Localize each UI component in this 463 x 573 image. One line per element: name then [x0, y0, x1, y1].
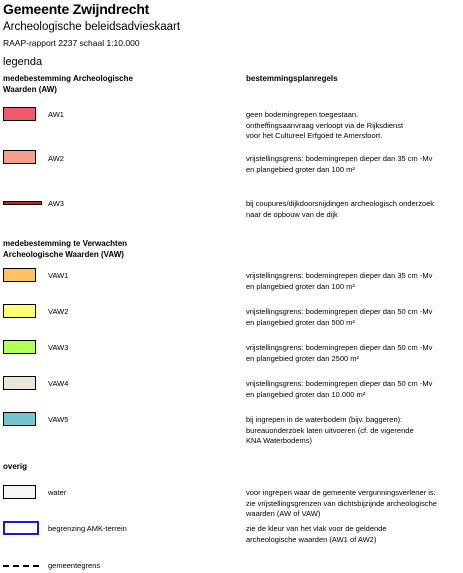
vaw3-code: VAW3	[48, 343, 69, 352]
vaw1-swatch	[3, 268, 36, 282]
aw3-code: AW3	[48, 199, 64, 208]
aw2-code: AW2	[48, 154, 64, 163]
legend-label: legenda	[3, 56, 43, 68]
vaw2-code: VAW2	[48, 307, 69, 316]
rules-column-heading: bestemmingsplanregels	[246, 74, 338, 83]
vaw5-swatch	[3, 412, 36, 426]
report-scale: RAAP-rapport 2237 schaal 1:10.000	[3, 38, 140, 48]
vaw1-rule: vrijstellingsgrens: bodemingrepen dieper dan 35 cm -Mv en plangebied groter dan 100 m²	[246, 271, 433, 291]
vaw4-rule: vrijstellingsgrens: bodemingrepen dieper dan 50 cm -Mv en plangebied groter dan 10.000 m²	[246, 379, 433, 399]
vaw5-code: VAW5	[48, 415, 69, 424]
aw3-rule: bij coupures/dijkdoorsnijdingen archeologisch onderzoek naar de opbouw van de dijk	[246, 199, 435, 219]
amk-code: begrenzing AMK-terrein	[48, 524, 127, 533]
map-subtitle: Archeologische beleidsadvieskaart	[3, 21, 181, 33]
aw2-swatch	[3, 150, 36, 164]
municipal-border-line-symbol	[3, 565, 39, 567]
aw1-swatch	[3, 107, 36, 121]
vaw4-code: VAW4	[48, 379, 69, 388]
water-swatch	[3, 485, 36, 499]
water-code: water	[48, 488, 67, 497]
vaw3-rule: vrijstellingsgrens: bodemingrepen dieper dan 50 cm -Mv en plangebied groter dan 2500 m²	[246, 343, 433, 363]
section-overig-heading: overig	[3, 462, 28, 471]
aw2-rule: vrijstellingsgrens: bodemingrepen dieper dan 35 cm -Mv en plangebied groter dan 100 m²	[246, 154, 433, 174]
amk-rule: zie de kleur van het vlak voor de geldende archeologische waarden (AW1 of AW2)	[246, 524, 387, 544]
section-vaw-heading: medebestemming te Verwachten Archeologische Waarden (VAW)	[3, 239, 128, 259]
amk-boundary-swatch	[3, 521, 39, 535]
aw1-code: AW1	[48, 110, 64, 119]
vaw2-swatch	[3, 304, 36, 318]
vaw2-rule: vrijstellingsgrens: bodemingrepen dieper dan 50 cm -Mv en plangebied groter dan 500 m²	[246, 307, 433, 327]
aw3-line-symbol	[3, 201, 42, 205]
gemeentegrens-code: gemeentegrens	[48, 561, 101, 570]
water-rule: voor ingrepen waar de gemeente vergunningsverlener is: zie vrijstellingsgrenzen van dichtsbijzijnde archeologische waarden (AW of VAW)	[246, 488, 437, 518]
vaw3-swatch	[3, 340, 36, 354]
vaw4-swatch	[3, 376, 36, 390]
section-aw-heading: medebestemming Archeologische Waarden (AW)	[3, 74, 133, 94]
vaw5-rule: bij ingrepen in de waterbodem (bijv. baggeren): bureauonderzoek laten uitvoeren (cf. de vigerende KNA Waterbodems)	[246, 415, 414, 445]
aw1-rule: geen bodemingrepen toegestaan. ontheffingsaanvraag verloopt via de Rijksdienst voor het Cultureel Erfgoed te Amersfoort.	[246, 110, 404, 140]
map-title: Gemeente Zwijndrecht	[3, 1, 150, 17]
vaw1-code: VAW1	[48, 271, 69, 280]
